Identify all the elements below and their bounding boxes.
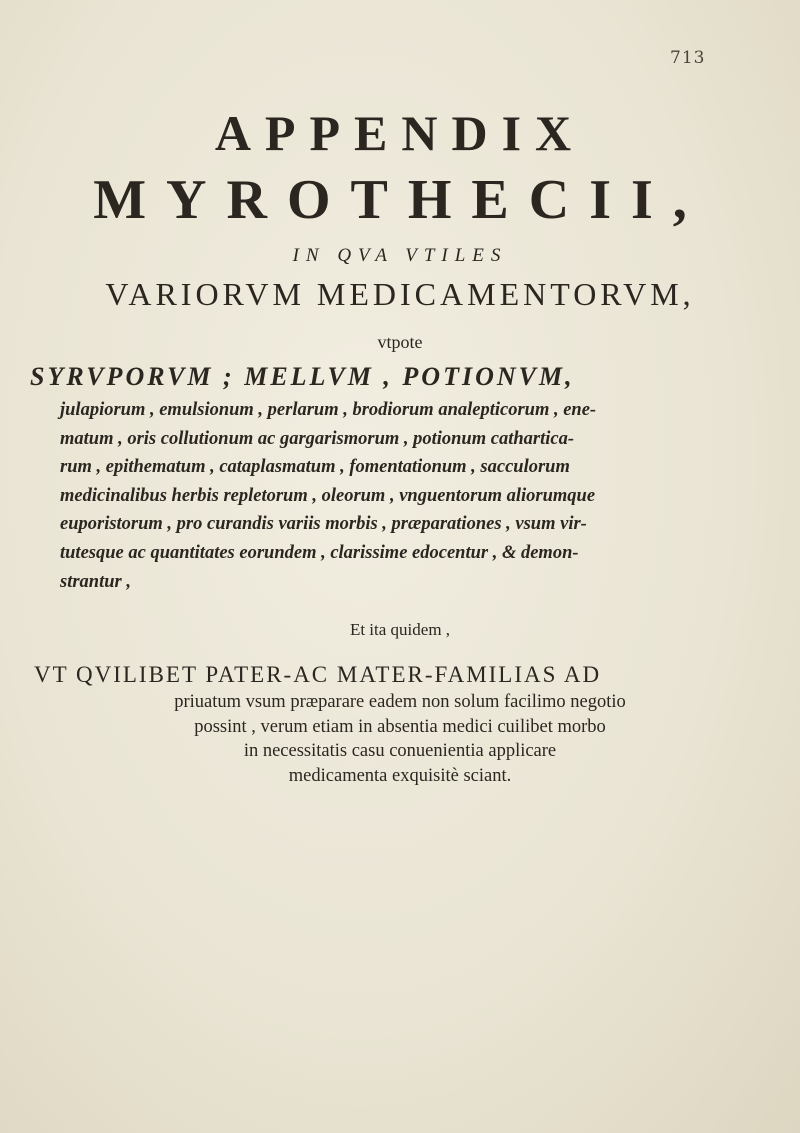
paragraph-line: julapiorum , emulsionum , perlarum , brodiorum analepticorum , ene- [60,400,597,420]
paragraph-line: strantur , [60,571,131,592]
closing-line: possint , verum etiam in absentia medici cuilibet morbo [194,716,606,737]
title-vtpote: vtpote [377,332,423,352]
closing-line: medicamenta exquisitè sciant. [288,765,512,786]
closing-line: in necessitatis casu conuenientia applicare [243,741,557,761]
title-in-qva-vtiles: IN QVA VTILES [292,245,508,266]
paragraph-line: tutesque ac quantitates eorundem , clarissime edocentur , & demon- [60,542,579,563]
page-number: 713 [670,48,706,68]
closing-heading: VT QVILIBET PATER-AC MATER-FAMILIAS AD [34,662,602,687]
closing-line: priuatum vsum præparare eadem non solum facilimo negotio [174,692,626,712]
paragraph-line: euporistorum , pro curandis variis morbis , præparationes , vsum vir- [60,514,587,535]
paragraph-line: medicinalibus herbis repletorum , oleorum , vnguentorum aliorumque [60,485,596,506]
title-syrvporvm: SYRVPORVM ; MELLVM , POTIONVM, [30,362,575,391]
paragraph-line: matum , oris collutionum ac gargarismorum , potionum cathartica- [60,428,574,449]
paragraph-line: rum , epithematum , cataplasmatum , fomentationum , sacculorum [60,457,570,478]
title-variorvm-medicamentorvm: VARIORVM MEDICAMENTORVM, [105,276,695,312]
connector-text: Et ita quidem , [349,620,451,639]
closing-paragraph [0,690,800,788]
title-myrothecii: MYROTHECII, [93,169,707,231]
italic-description-paragraph [60,396,720,596]
title-appendix: APPENDIX [214,105,586,161]
